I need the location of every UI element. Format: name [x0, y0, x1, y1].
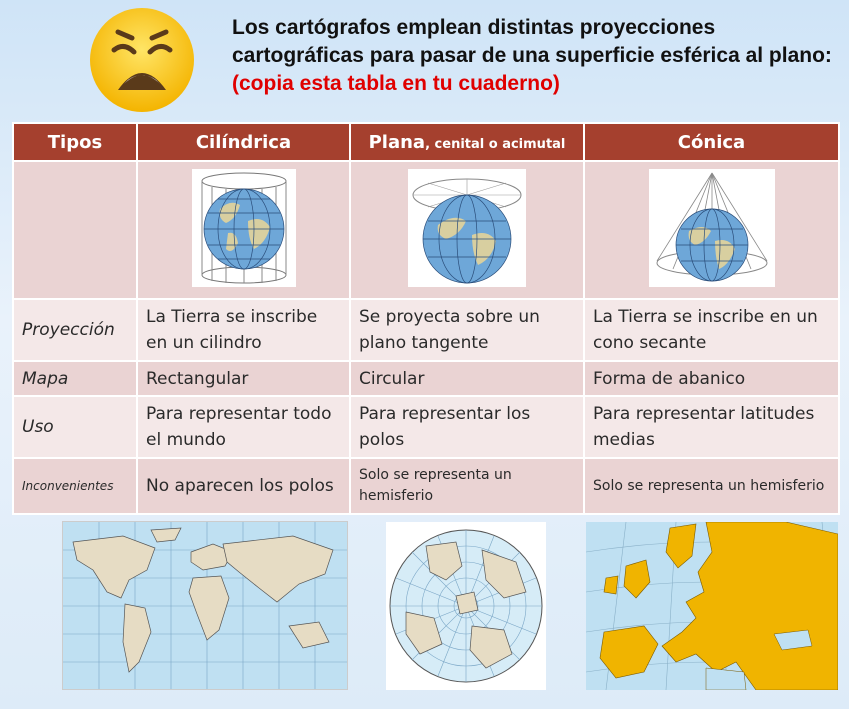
cell-uso-plana: Para representar los polos	[350, 396, 584, 458]
cell-mapa-cilindrica: Rectangular	[137, 361, 350, 396]
cell-inconvenientes-cilindrica: No aparecen los polos	[137, 458, 350, 514]
world-map-cylindrical	[62, 521, 348, 690]
projections-table	[12, 122, 840, 515]
globe-cone-icon	[649, 169, 775, 287]
header-plana	[350, 123, 584, 161]
globe-plane-icon	[408, 169, 526, 287]
header-tipos: Tipos	[13, 123, 137, 161]
header-plana-sub: , cenital o acimutal	[425, 136, 566, 152]
headline-text: Los cartógrafos emplean distintas proyecciones cartográficas para pasar de una superficie esférica al plano:	[232, 16, 832, 67]
row-label-proyeccion: Proyección	[13, 299, 137, 361]
cell-uso-cilindrica: Para representar todo el mundo	[137, 396, 350, 458]
polar-map-azimuthal	[386, 522, 546, 690]
empty-cell	[13, 161, 137, 299]
cell-proyeccion-conica: La Tierra se inscribe en un cono secante	[584, 299, 839, 361]
europe-map-conic	[586, 522, 838, 690]
cell-mapa-conica: Forma de abanico	[584, 361, 839, 396]
cell-inconvenientes-conica: Solo se representa un hemisferio	[584, 458, 839, 514]
header-plana-main: Plana	[368, 131, 426, 153]
cell-proyeccion-cilindrica: La Tierra se inscribe en un cilindro	[137, 299, 350, 361]
plane-projection-cell	[350, 161, 584, 299]
row-label-mapa: Mapa	[13, 361, 137, 396]
row-label-inconvenientes: Inconvenientes	[13, 458, 137, 514]
cell-uso-conica: Para representar latitudes medias	[584, 396, 839, 458]
page-headline	[232, 14, 832, 98]
row-label-uso: Uso	[13, 396, 137, 458]
cell-inconvenientes-plana: Solo se representa un hemisferio	[350, 458, 584, 514]
globe-cylinder-icon	[192, 169, 296, 287]
weary-face-emoji	[88, 6, 196, 114]
header-conica: Cónica	[584, 123, 839, 161]
header-cilindrica: Cilíndrica	[137, 123, 350, 161]
cell-proyeccion-plana: Se proyecta sobre un plano tangente	[350, 299, 584, 361]
cell-mapa-plana: Circular	[350, 361, 584, 396]
cylinder-projection-cell	[137, 161, 350, 299]
headline-note: (copia esta tabla en tu cuaderno)	[232, 72, 560, 95]
cone-projection-cell	[584, 161, 839, 299]
